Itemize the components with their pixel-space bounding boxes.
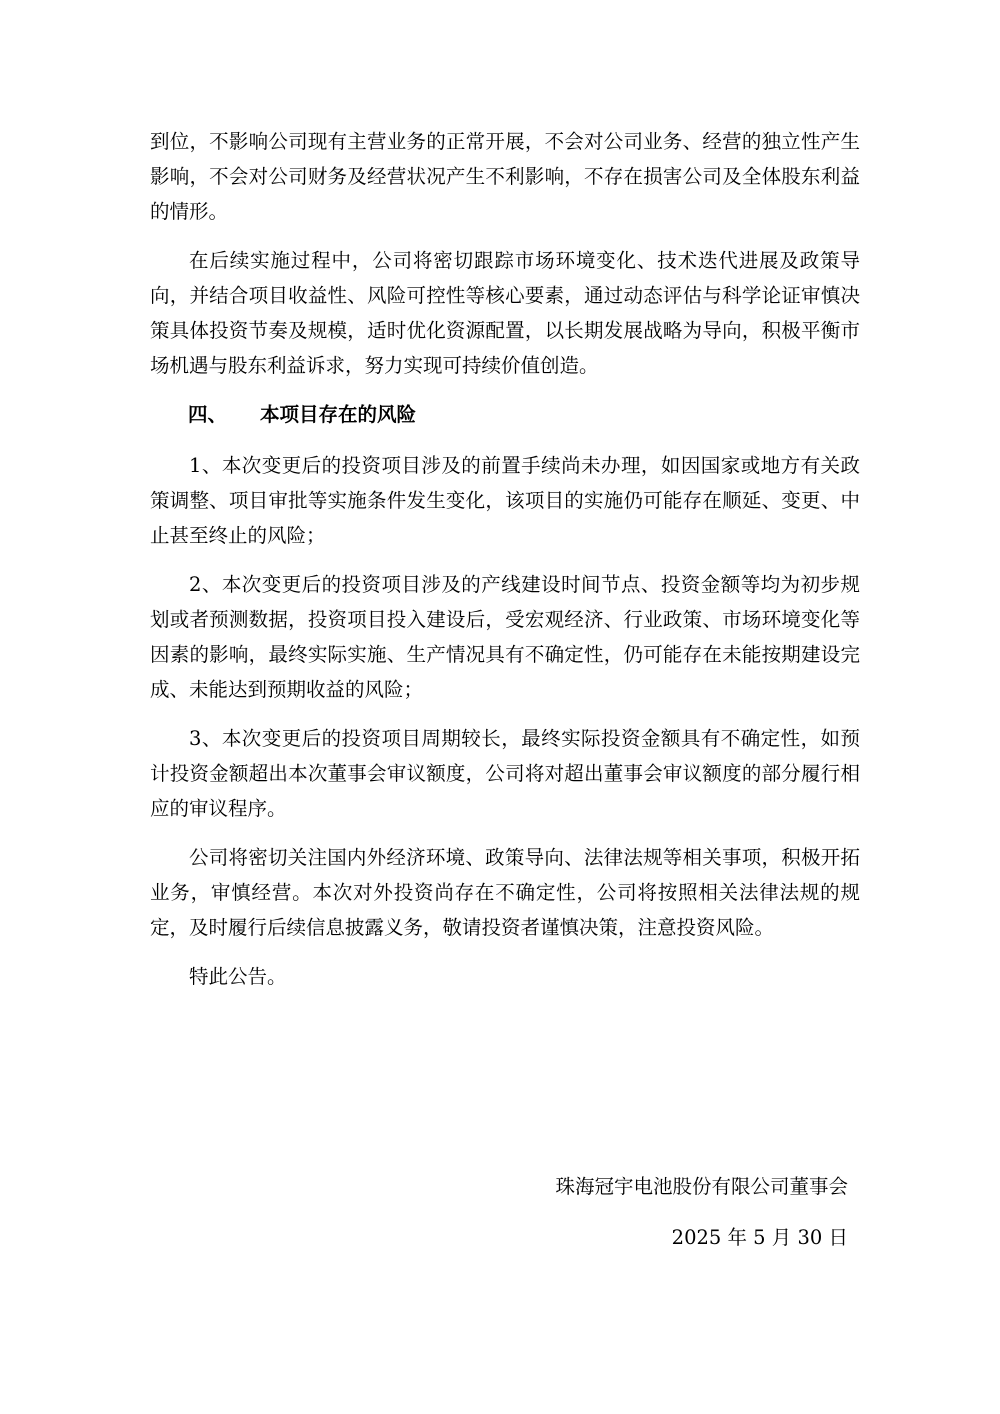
signature-date: 2025 年 5 月 30 日 [671,1226,848,1249]
risk-item-2: 2、本次变更后的投资项目涉及的产线建设时间节点、投资金额等均为初步规划或者预测数据，投资项目投入建设后，受宏观经济、行业政策、市场环境变化等因素的影响，最终实际实施、生产情况具有不确定性，仍可能存在未能按期建设完成、未能达到预期收益的风险； [150,573,860,701]
section-title: 本项目存在的风险 [260,403,417,426]
paragraph-continuation: 到位，不影响公司现有主营业务的正常开展，不会对公司业务、经营的独立性产生影响，不会对公司财务及经营状况产生不利影响，不存在损害公司及全体股东利益的情形。 [150,130,860,223]
closing-statement: 特此公告。 [189,965,287,988]
document-body [150,124,860,994]
paragraph-conclusion: 公司将密切关注国内外经济环境、政策导向、法律法规等相关事项，积极开拓业务，审慎经营。本次对外投资尚存在不确定性，公司将按照相关法律法规的规定，及时履行后续信息披露义务，敬请投资者谨慎决策，注意投资风险。 [150,846,860,939]
paragraph-follow-up-implementation: 在后续实施过程中，公司将密切跟踪市场环境变化、技术迭代进展及政策导向，并结合项目收益性、风险可控性等核心要素，通过动态评估与科学论证审慎决策具体投资节奏及规模，适时优化资源配置，以长期发展战略为导向，积极平衡市场机遇与股东利益诉求，努力实现可持续价值创造。 [150,249,860,377]
risk-item-3: 3、本次变更后的投资项目周期较长，最终实际投资金额具有不确定性，如预计投资金额超出本次董事会审议额度，公司将对超出董事会审议额度的部分履行相应的审议程序。 [150,727,860,820]
risk-item-1: 1、本次变更后的投资项目涉及的前置手续尚未办理，如因国家或地方有关政策调整、项目审批等实施条件发生变化，该项目的实施仍可能存在顺延、变更、中止甚至终止的风险； [150,454,860,547]
signature-organization: 珠海冠宇电池股份有限公司董事会 [555,1175,848,1198]
section-heading-risks [150,397,860,432]
section-number: 四、 [188,403,228,426]
